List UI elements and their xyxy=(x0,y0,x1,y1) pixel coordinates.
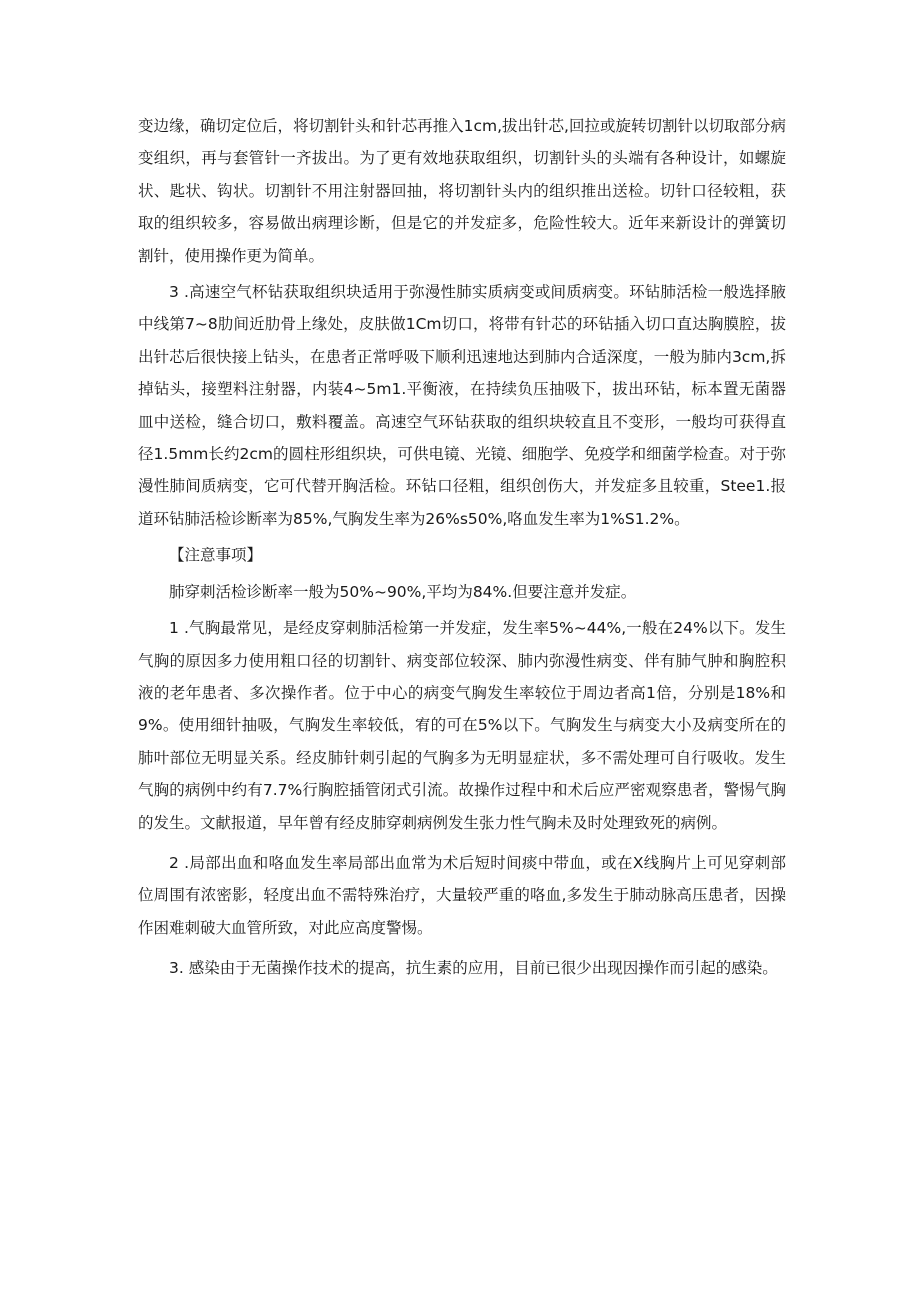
paragraph-cutting-needle: 变边缘，确切定位后，将切割针头和针芯再推入1cm,拔出针芯,回拉或旋转切割针以切取部分病变组织，再与套管针一齐拔出。为了更有效地获取组织，切割针头的头端有各种设计，如螺旋状、匙状、钩状。切割针不用注射器回抽，将切割针头内的组织推出送检。切针口径较粗，获取的组织较多，容易做出病理诊断，但是它的并发症多，危险性较大。近年来新设计的弹簧切割针，使用操作更为简单。 xyxy=(138,117,786,265)
document-body xyxy=(138,110,786,985)
section-heading-precautions: 【注意事项】 xyxy=(169,546,263,565)
list-item-pneumothorax: 1 .气胸最常见，是经皮穿刺肺活检第一并发症，发生率5%~44%,一般在24%以下。发生气胸的原因多力使用粗口径的切割针、病变部位较深、肺内弥漫性病变、伴有肺气肿和胸腔积液的老年患者、多次操作者。位于中心的病变气胸发生率较位于周边者高1倍，分别是18%和9%。使用细针抽吸，气胸发生率较低，宥的可在5%以下。气胸发生与病变大小及病变所在的肺叶部位无明显关系。经皮肺针刺引起的气胸多为无明显症状，多不需处理可自行吸收。发生气胸的病例中约有7.7%行胸腔插管闭式引流。故操作过程中和术后应严密观察患者，警惕气胸的发生。文献报道，早年曾有经皮肺穿刺病例发生张力性气胸未及时处理致死的病例。 xyxy=(138,619,786,832)
list-item-hemorrhage: 2 .局部出血和咯血发生率局部出血常为术后短时间痰中带血，或在X线胸片上可见穿刺部位周围有浓密影，轻度出血不需特殊治疗，大量较严重的咯血,多发生于肺动脉高压患者，因操作困难刺破大血管所致，对此应高度警惕。 xyxy=(138,853,786,937)
list-item-infection: 3. 感染由于无菌操作技术的提高，抗生素的应用，目前已很少出现因操作而引起的感染。 xyxy=(169,959,778,978)
paragraph-diagnosis-rate: 肺穿刺活检诊断率一般为50%~90%,平均为84%.但要注意并发症。 xyxy=(169,582,637,601)
paragraph-trephine-biopsy: 3 .高速空气杯钻获取组织块适用于弥漫性肺实质病变或间质病变。环钻肺活检一般选择腋中线第7~8肋间近肋骨上缘处，皮肤做1Cm切口，将带有针芯的环钻插入切口直达胸膜腔，拔出针芯后很快接上钻头，在患者正常呼吸下顺利迅速地达到肺内合适深度，一般为肺内3cm,拆掉钻头，接塑料注射器，内装4~5m1.平衡液，在持续负压抽吸下，拔出环钻，标本置无菌器皿中送检，缝合切口，敷料覆盖。高速空气环钻获取的组织块较直且不变形，一般均可获得直径1.5mm长约2cm的圆柱形组织块，可供电镜、光镜、细胞学、免疫学和细菌学检查。对于弥漫性肺间质病变，它可代替开胸活检。环钻口径粗，组织创伤大，并发症多且较重，Stee1.报道环钻肺活检诊断率为85%,气胸发生率为26%s50%,咯血发生率为1%S1.2%。 xyxy=(138,283,786,528)
